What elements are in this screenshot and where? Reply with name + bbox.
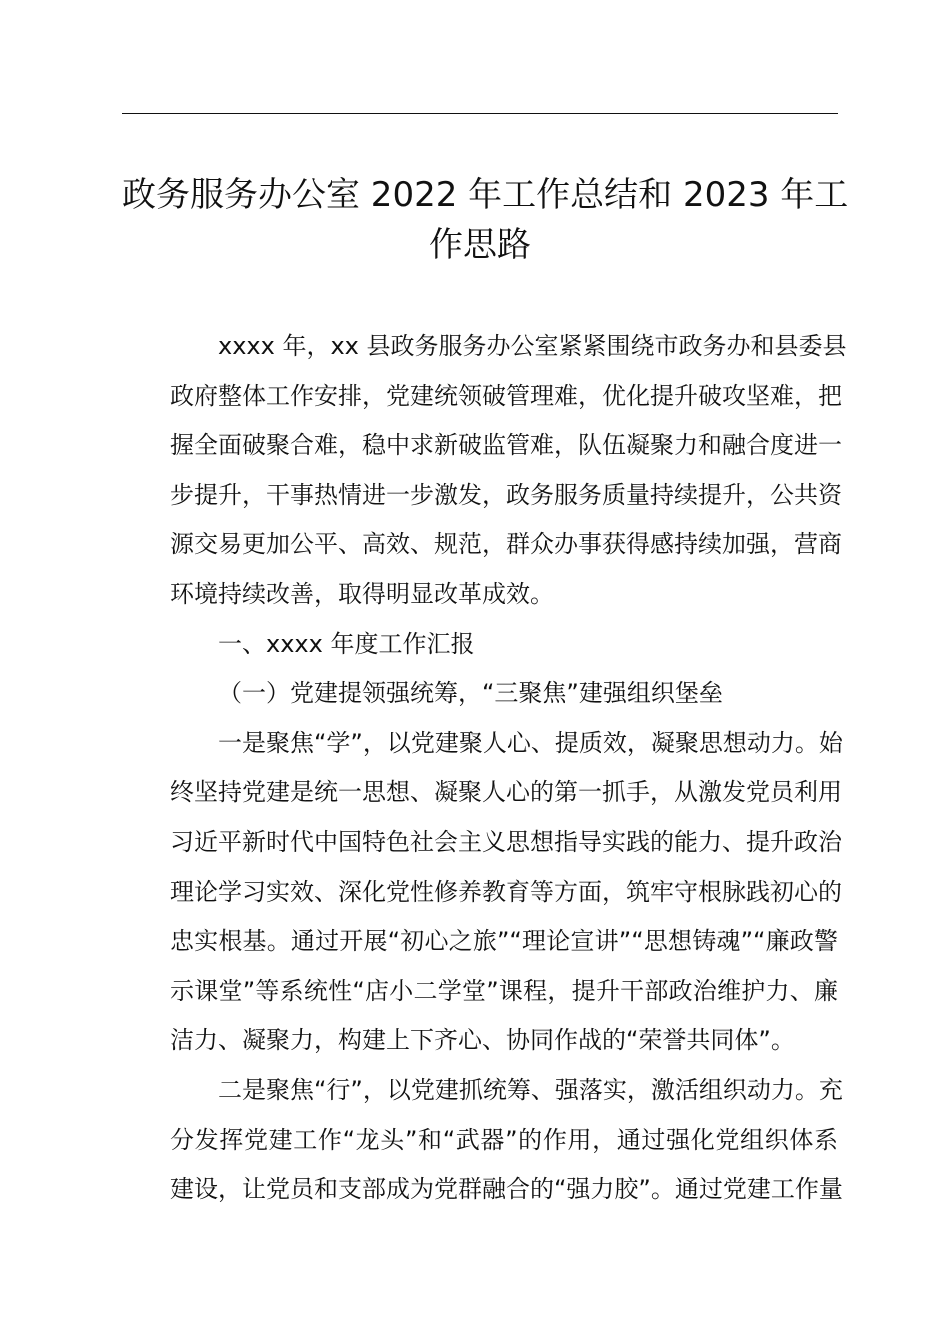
text-line: 忠实根基。通过开展“初心之旅”“理论宣讲”“思想铸魂”“廉政警 [170,927,838,956]
text-line: 分发挥党建工作“龙头”和“武器”的作用，通过强化党组织体系 [170,1125,838,1154]
text-line: 源交易更加公平、高效、规范，群众办事获得感持续加强，营商 [170,530,842,559]
subsection-heading [122,669,838,719]
document-title [122,170,849,270]
text-line: 握全面破聚合难，稳中求新破监管难，队伍凝聚力和融合度进一 [170,431,842,460]
title-line: 作思路 [429,225,531,265]
text-line: 理论学习实效、深化党性修养教育等方面，筑牢守根脉践初心的 [170,877,842,906]
text-line: 政府整体工作安排，党建统领破管理难，优化提升破攻坚难，把 [170,381,842,410]
text-line: xxxx 年，xx 县政务服务办公室紧紧围绕市政务办和县委县 [218,332,847,360]
paragraph-intro [122,322,847,620]
text-line: 示课堂”等系统性“店小二学堂”课程，提升干部政治维护力、廉 [170,976,838,1005]
section-heading [122,620,838,670]
title-line: 政务服务办公室 2022 年工作总结和 2023 年工 [122,175,849,215]
text-line: 环境持续改善，取得明显改革成效。 [170,579,554,608]
text-line: 习近平新时代中国特色社会主义思想指导实践的能力、提升政治 [170,827,842,856]
text-line: 一是聚焦“学”，以党建聚人心、提质效，凝聚思想动力。始 [218,728,843,757]
document-body [122,322,847,1215]
header-rule [122,113,838,114]
text-line: 洁力、凝聚力，构建上下齐心、协同作战的“荣誉共同体”。 [170,1026,795,1055]
text-line: 步提升，干事热情进一步激发，政务服务质量持续提升，公共资 [170,480,842,509]
paragraph-action [122,1066,843,1215]
text-line: 建设，让党员和支部成为党群融合的“强力胶”。通过党建工作量 [170,1175,843,1204]
text-line: 一、xxxx 年度工作汇报 [218,629,475,658]
text-line: 二是聚焦“行”，以党建抓统筹、强落实，激活组织动力。充 [218,1075,843,1104]
text-line: 终坚持党建是统一思想、凝聚人心的第一抓手，从激发党员利用 [170,778,842,807]
paragraph-study [122,719,843,1066]
text-line: （一）党建提领强统筹，“三聚焦”建强组织堡垒 [218,679,723,708]
